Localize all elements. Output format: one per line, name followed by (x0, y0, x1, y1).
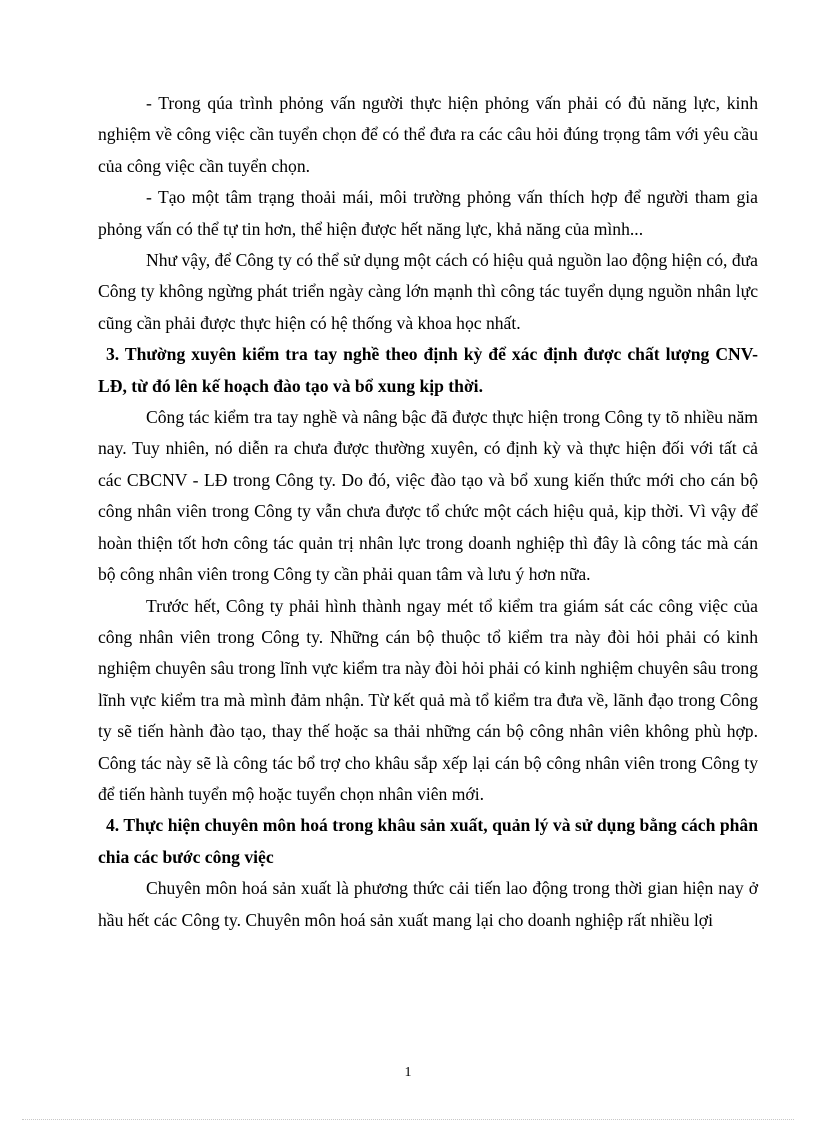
paragraph-interview-atmosphere: - Tạo một tâm trạng thoải mái, môi trường phỏng vấn thích hợp để người tham gia phỏng vấn có thể tự tin hơn, thể hiện được hết năng lực, khả năng của mình... (98, 187, 758, 239)
paragraph-interview-skills: - Trong qúa trình phỏng vấn người thực hiện phỏng vấn phải có đủ năng lực, kinh nghiệm về công việc cần tuyển chọn để có thể đưa ra các câu hỏi đúng trọng tâm với yêu cầu của công việc cần tuyển chọn. (98, 93, 758, 176)
heading-section-3: 3. Thường xuyên kiểm tra tay nghề theo định kỳ để xác định được chất lượng CNV-LĐ, từ đó lên kế hoạch đào tạo và bổ xung kịp thời. (98, 344, 758, 396)
document-page (98, 88, 758, 936)
page-number: 1 (404, 1065, 412, 1080)
footer-divider (22, 1119, 794, 1120)
paragraph-recruitment-summary: Như vậy, để Công ty có thể sử dụng một cách có hiệu quả nguồn lao động hiện có, đưa Công ty không ngừng phát triển ngày càng lớn mạnh thì công tác tuyển dụng nguồn nhân lực cũng cần phải được thực hiện có hệ thống và khoa học nhất. (98, 250, 758, 333)
paragraph-skill-inspection: Công tác kiểm tra tay nghề và nâng bậc đã được thực hiện trong Công ty tõ nhiều năm nay. Tuy nhiên, nó diễn ra chưa được thường xuyên, có định kỳ và thực hiện đối với tất cả các CBCNV - LĐ trong Công ty. Do đó, việc đào tạo và bổ xung kiến thức mới cho cán bộ công nhân viên trong Công ty vẫn chưa được tổ chức một cách hiệu quả, kịp thời. Vì vậy để hoàn thiện tốt hơn công tác quản trị nhân lực trong doanh nghiệp thì đây là công tác mà cán bộ công nhân viên trong Công ty cần phải quan tâm và lưu ý hơn nữa. (98, 407, 758, 585)
paragraph-specialization: Chuyên môn hoá sản xuất là phương thức cải tiến lao động trong thời gian hiện nay ở hầu hết các Công ty. Chuyên môn hoá sản xuất mang lại cho doanh nghiệp rất nhiều lợi (98, 878, 758, 930)
paragraph-inspection-team: Trước hết, Công ty phải hình thành ngay mét tổ kiểm tra giám sát các công việc của công nhân viên trong Công ty. Những cán bộ thuộc tổ kiểm tra này đòi hỏi phải có kinh nghiệm chuyên sâu trong lĩnh vực kiểm tra này đòi hỏi phải có kinh nghiệm chuyên sâu trong lĩnh vực kiểm tra mà mình đảm nhận. Từ kết quả mà tổ kiểm tra đưa về, lãnh đạo trong Công ty sẽ tiến hành đào tạo, thay thế hoặc sa thải những cán bộ công nhân viên không phù hợp. Công tác này sẽ là công tác bổ trợ cho khâu sắp xếp lại cán bộ công nhân viên trong Công ty để tiến hành tuyển mộ hoặc tuyển chọn nhân viên mới. (98, 595, 758, 804)
heading-section-4: 4. Thực hiện chuyên môn hoá trong khâu sản xuất, quản lý và sử dụng bằng cách phân chia các bước công việc (98, 815, 758, 867)
